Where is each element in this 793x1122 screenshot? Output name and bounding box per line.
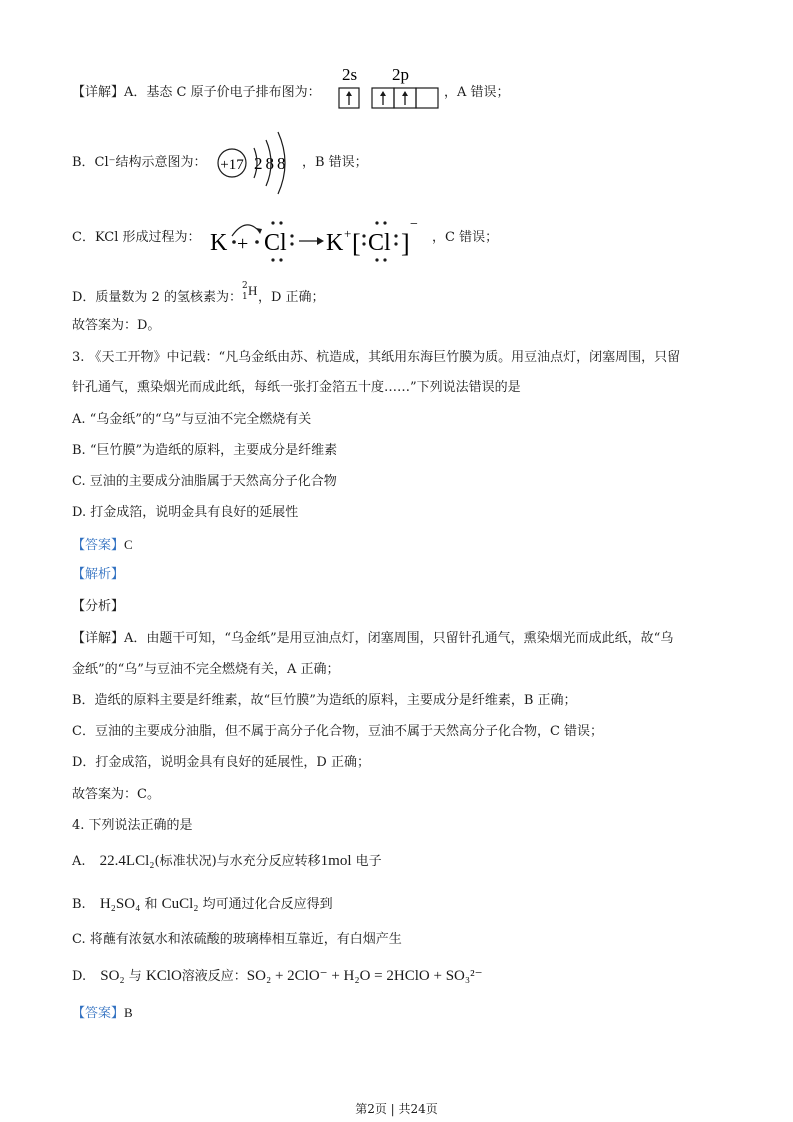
q4-option-b-formula-2: CuCl₂ [161, 896, 199, 912]
q4-option-a-label: A. [72, 854, 86, 869]
q4-option-a-text: (标准状况)与水充分反应转移 [154, 854, 321, 869]
detail-a-line [72, 83, 321, 103]
q3-final-answer: 故答案为：C。 [72, 787, 160, 802]
q4-answer [72, 1003, 133, 1024]
detail-c-prefix: C．KCl 形成过程为： [72, 230, 201, 245]
nucleus-charge: +17 [220, 157, 244, 173]
q4-option-b-formula-1: H₂SO₄ [99, 896, 141, 912]
q3-answer [72, 535, 133, 556]
detail-d-line [72, 281, 325, 308]
q4-option-d-text: 溶液反应： [181, 969, 247, 984]
svg-text:Cl: Cl [264, 230, 287, 256]
arrow-up-icon [380, 91, 386, 105]
q3-detail-a1: 【详解】A．由题干可知，“乌金纸”是用豆油点灯，闭塞周围，只留针孔通气，熏染烟光而成此纸，故“乌 [72, 631, 674, 646]
q4-option-a-formula: 22.4LCl₂ [99, 853, 155, 869]
q4-option-d-formula-2: KClO [145, 968, 182, 984]
q4-option-a-tail: 电子 [355, 854, 382, 869]
svg-text:+: + [344, 226, 352, 241]
detail-b-suffix: ，B 错误； [302, 155, 368, 170]
q4-option-a-mol: 1mol [320, 853, 352, 869]
detail-d-suffix: ，D 正确； [257, 290, 325, 305]
arrow-up-icon [346, 91, 352, 105]
svg-text:K: K [326, 230, 344, 256]
svg-text:Cl: Cl [368, 230, 391, 256]
cl-ion-structure [214, 128, 304, 198]
svg-text:+: + [237, 233, 249, 255]
q4-option-d-formula-1: SO₂ [100, 968, 125, 984]
q3-detail-d: D．打金成箔，说明金具有良好的延展性，D 正确； [72, 755, 370, 770]
q3-option-a: A. “乌金纸”的“乌”与豆油不完全燃烧有关 [72, 412, 312, 427]
q4-option-c: C. 将蘸有浓氨水和浓硫酸的玻璃棒相互靠近，有白烟产生 [72, 932, 402, 947]
q3-answer-tag: 【答案】 [72, 538, 125, 553]
q3-stem-2: 针孔通气，熏染烟光而成此纸，每纸一张打金箔五十度……”下列说法错误的是 [72, 380, 521, 395]
q3-detail-c: C．豆油的主要成分油脂，但不属于高分子化合物，豆油不属于天然高分子化合物，C 错误； [72, 724, 604, 739]
nuclide-mass: 2 [241, 281, 248, 291]
q4-option-d-equation: SO₂ + 2ClO⁻ + H₂O = 2HClO + SO₃²⁻ [246, 968, 483, 984]
q4-option-b [72, 894, 333, 915]
svg-text:]: ] [401, 229, 410, 258]
detail-d-prefix: D．质量数为 2 的氢核素为： [72, 290, 242, 305]
q4-option-d-with: 与 [128, 969, 142, 984]
orbital-2p-box-3 [416, 88, 438, 108]
q3-answer-value: C [124, 537, 133, 552]
q3-option-c: C. 豆油的主要成分油脂属于天然高分子化合物 [72, 474, 337, 489]
q3-fenxi: 【分析】 [72, 599, 125, 614]
q3-detail-b: B．造纸的原料主要是纤维素，故“巨竹膜”为造纸的原料，主要成分是纤维素，B 正确； [72, 693, 577, 708]
nuclide-element: H [247, 283, 258, 298]
nuclide-symbol [242, 281, 258, 301]
kcl-formation-diagram [206, 210, 438, 268]
nuclide-atomic: 1 [241, 292, 248, 302]
detail-c-suffix: ，C 错误； [432, 230, 499, 245]
q4-option-a [72, 851, 382, 872]
orbital-diagram [334, 62, 444, 114]
q4-option-d [72, 966, 483, 987]
q3-detail-a2: 金纸”的“乌”与豆油不完全燃烧有关，A 正确； [72, 662, 340, 677]
detail-b-prefix: B．Cl⁻结构示意图为： [72, 155, 207, 170]
q4-option-b-text: 均可通过化合反应得到 [202, 897, 333, 912]
orbital-2p-label: 2p [392, 65, 409, 84]
answer-line-1: 故答案为：D。 [72, 318, 161, 333]
arrow-up-icon [402, 91, 408, 105]
q4-stem: 4. 下列说法正确的是 [72, 818, 193, 833]
detail-a-suffix: ，A 错误； [444, 85, 510, 100]
svg-text:[: [ [352, 229, 361, 258]
orbital-2s-label: 2s [342, 65, 358, 84]
detail-a-prefix: 【详解】A．基态 C 原子价电子排布图为： [72, 85, 321, 100]
shell-electrons: 288 [254, 154, 289, 173]
page-footer: 第2页 | 共24页 [355, 1102, 438, 1116]
svg-text:K: K [210, 230, 228, 256]
q3-option-d: D. 打金成箔，说明金具有良好的延展性 [72, 505, 299, 520]
q4-option-b-label: B. [72, 897, 86, 912]
q4-option-d-label: D. [72, 969, 87, 984]
q4-answer-tag: 【答案】 [72, 1006, 125, 1021]
q4-option-b-and: 和 [144, 897, 158, 912]
q4-answer-value: B [124, 1005, 133, 1020]
q3-stem-1: 3. 《天工开物》中记载：“凡乌金纸由苏、杭造成，其纸用东海巨竹膜为质。用豆油点灯，闭塞周围，只留 [72, 350, 681, 365]
q3-jiexi: 【解析】 [72, 567, 125, 582]
svg-text:−: − [410, 217, 418, 232]
q3-option-b: B. “巨竹膜”为造纸的原料，主要成分是纤维素 [72, 443, 338, 458]
